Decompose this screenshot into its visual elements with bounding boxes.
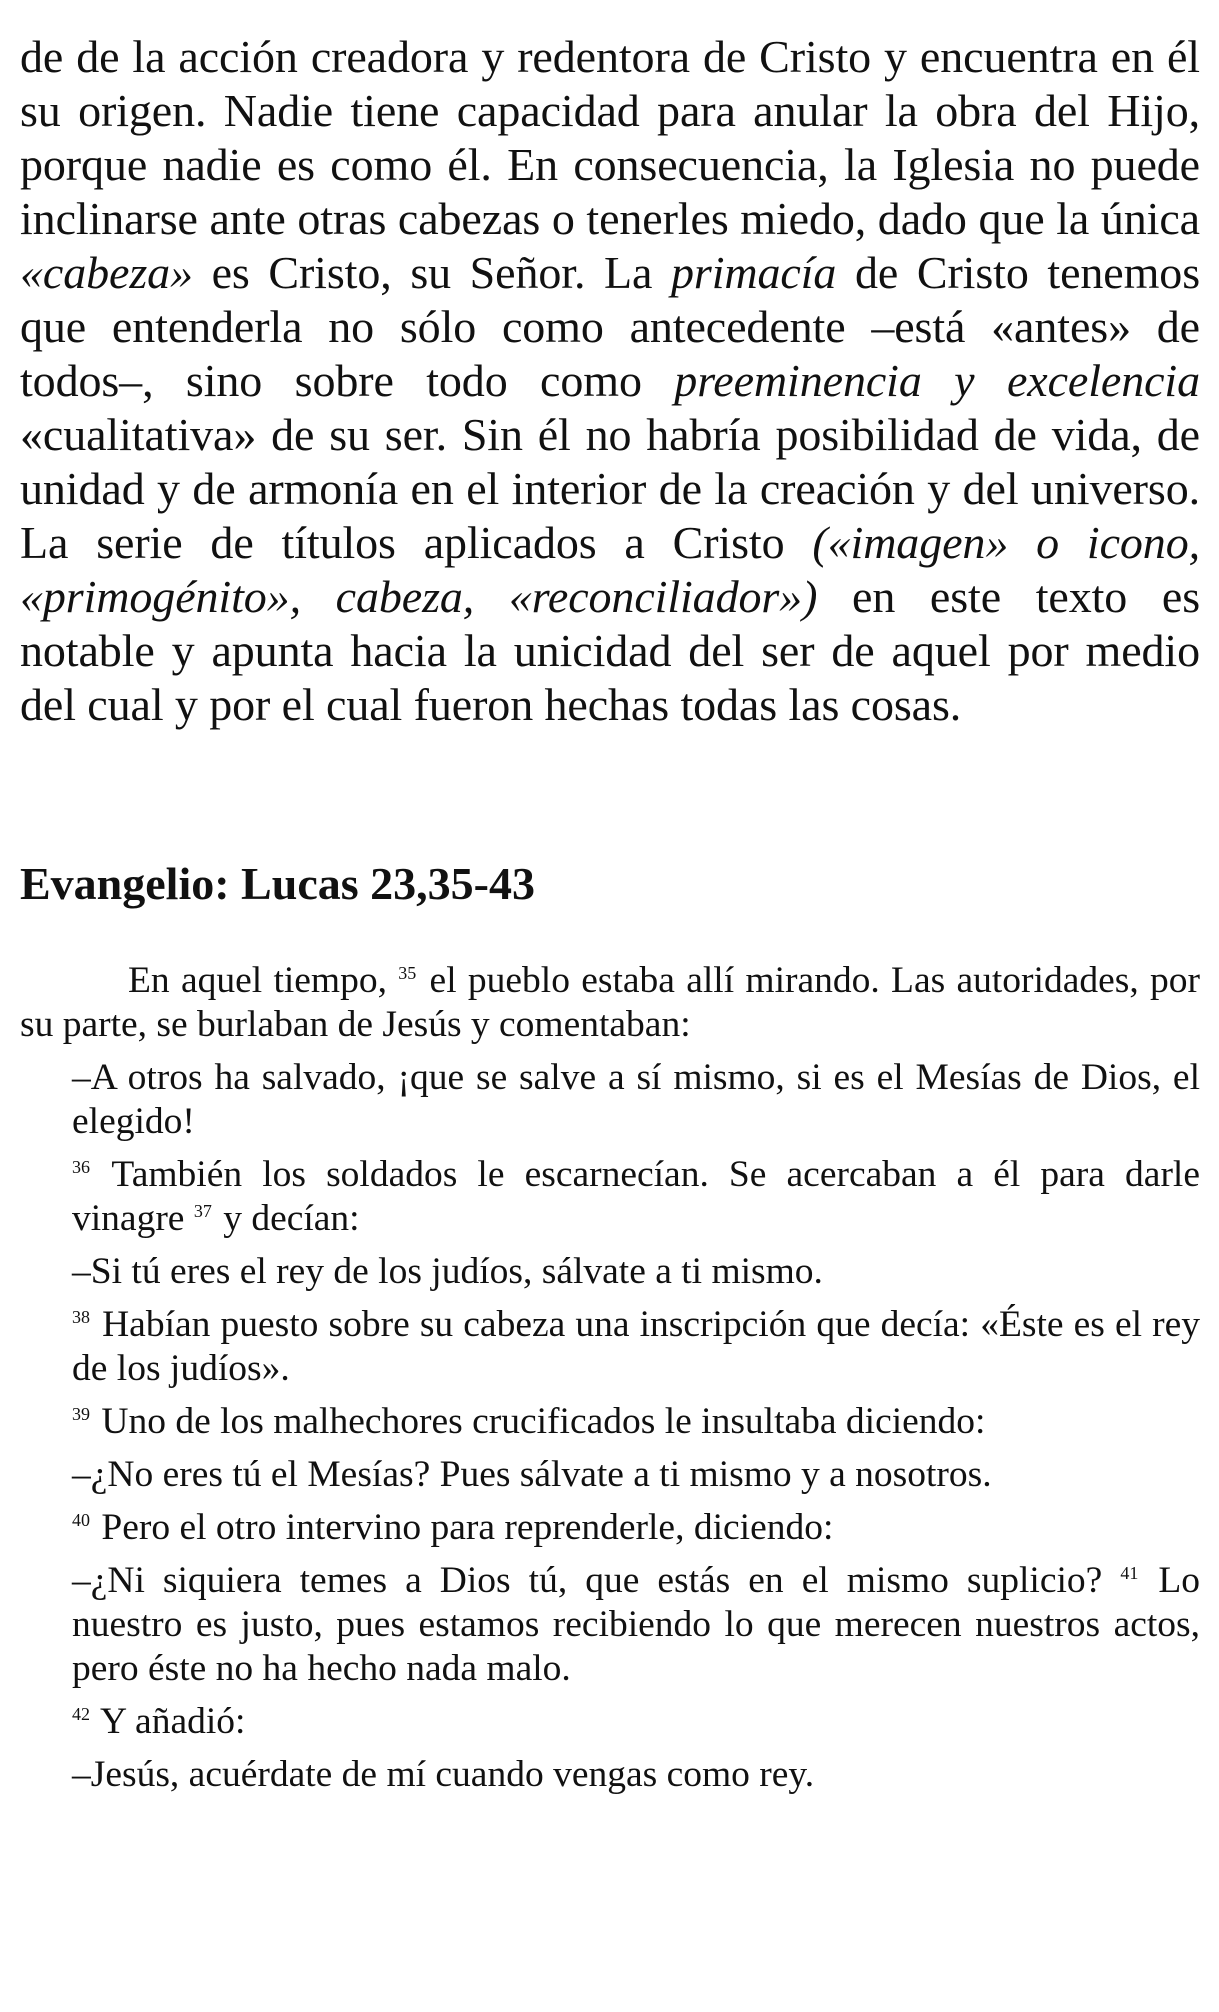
speech-paragraph [20, 1559, 1200, 1691]
commentary-text: de Cristo tenemos que entenderla no sólo como antecedente –está «antes» de todos–, sino sobre todo como [20, 247, 1200, 406]
verse-number: 38 [72, 1306, 90, 1327]
verse-text: Uno de los malhechores crucificados le insultaba diciendo: [92, 1401, 986, 1442]
page [20, 30, 1200, 1806]
verse-text: Pero el otro intervino para reprenderle, diciendo: [92, 1507, 834, 1548]
verse-number: 40 [72, 1509, 90, 1530]
verse-text: Habían puesto sobre su cabeza una inscripción que decía: «Éste es el rey de los judíos». [72, 1304, 1200, 1389]
verse-number: 37 [193, 1200, 212, 1221]
verse-paragraph [20, 1700, 1200, 1744]
speech-text: –¿No eres tú el Mesías? Pues sálvate a ti mismo y a nosotros. [72, 1454, 992, 1495]
speech-paragraph [20, 1453, 1200, 1497]
verse-text: y decían: [213, 1198, 360, 1239]
speech-paragraph [20, 1753, 1200, 1797]
speech-text: –A otros ha salvado, ¡que se salve a sí mismo, si es el Mesías de Dios, el elegido! [72, 1057, 1200, 1142]
commentary-paragraph [20, 30, 1200, 732]
emphasis-titles: («imagen» o icono, «primogénito», cabeza, «reconciliador») [20, 517, 1200, 622]
speech-paragraph [20, 1250, 1200, 1294]
verse-paragraph [20, 959, 1200, 1047]
verse-number: 39 [72, 1403, 90, 1424]
verse-number: 35 [398, 962, 417, 983]
verse-text: En aquel tiempo, [128, 960, 399, 1001]
speech-text: –Jesús, acuérdate de mí cuando vengas como rey. [72, 1754, 815, 1795]
verse-number: 42 [72, 1703, 90, 1724]
verse-number: 41 [1120, 1562, 1139, 1583]
commentary-text: es Cristo, su Señor. La [192, 247, 672, 298]
verse-text: el pueblo estaba allí mirando. Las autoridades, por su parte, se burlaban de Jesús y comentaban: [20, 960, 1200, 1045]
commentary-text: «cualitativa» de su ser. Sin él no habría posibilidad de vida, de unidad y de armonía en el interior de la creación y del universo. La serie de títulos aplicados a Cristo [20, 409, 1200, 568]
gospel-text [20, 959, 1200, 1797]
verse-paragraph [20, 1303, 1200, 1391]
verse-paragraph [20, 1400, 1200, 1444]
section-heading: Evangelio: Lucas 23,35-43 [20, 858, 535, 909]
speech-paragraph [20, 1056, 1200, 1144]
speech-text: –Si tú eres el rey de los judíos, sálvate a ti mismo. [72, 1251, 823, 1292]
verse-text: Y añadió: [92, 1701, 246, 1742]
verse-number: 36 [72, 1156, 90, 1177]
emphasis-preeminencia: preeminencia y excelencia [674, 355, 1201, 406]
emphasis-cabeza: «cabeza» [20, 247, 193, 298]
verse-paragraph [20, 1153, 1200, 1241]
verse-text: También los soldados le escarnecían. Se acercaban a él para darle vinagre [72, 1154, 1200, 1239]
verse-text: Lo nuestro es justo, pues estamos recibiendo lo que merecen nuestros actos, pero éste no ha hecho nada malo. [72, 1560, 1200, 1689]
speech-text: –¿Ni siquiera temes a Dios tú, que estás en el mismo suplicio? [72, 1560, 1121, 1601]
emphasis-primacia: primacía [671, 247, 837, 298]
commentary-text: de de la acción creadora y redentora de Cristo y encuentra en él su origen. Nadie tiene capacidad para anular la obra del Hijo, porque nadie es como él. En consecuencia, la Iglesia no puede inclinarse ante otras cabezas o tenerles miedo, dado que la única [20, 31, 1200, 244]
commentary-text: en este texto es notable y apunta hacia la unicidad del ser de aquel por medio del cual y por el cual fueron hechas todas las cosas. [20, 571, 1200, 730]
verse-paragraph [20, 1506, 1200, 1550]
